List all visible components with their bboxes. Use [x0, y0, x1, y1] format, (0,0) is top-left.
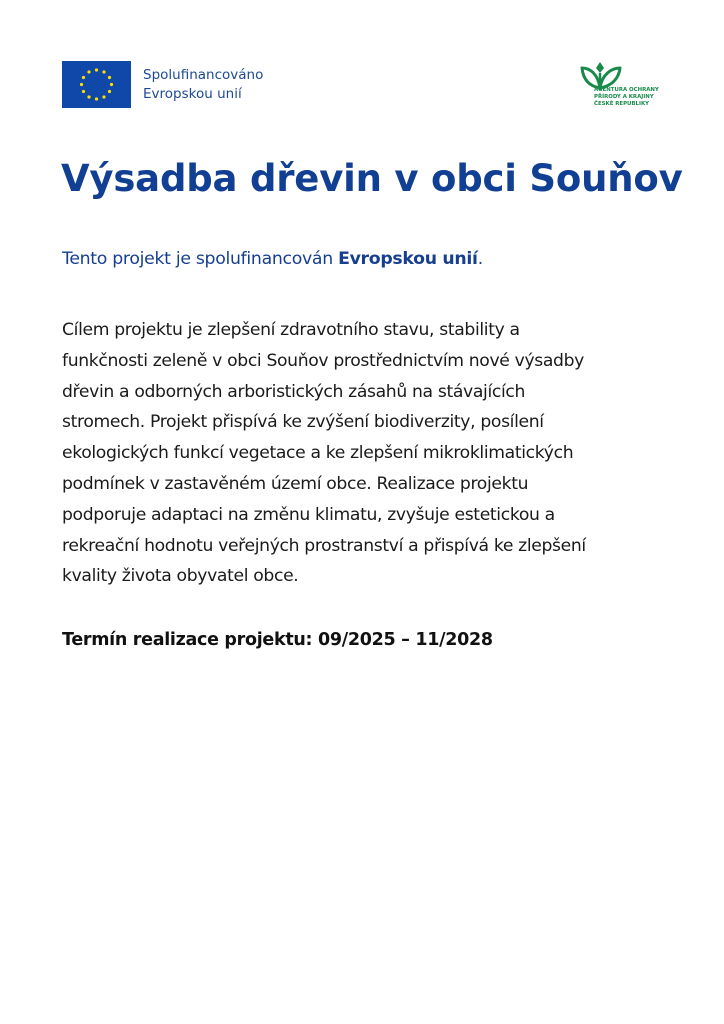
eu-text-line2: Evropskou unií: [143, 85, 242, 102]
project-term: Termín realizace projektu: 09/2025 – 11/2028: [62, 630, 493, 650]
description-line: ekologických funkcí vegetace a ke zlepšení mikroklimatických: [62, 443, 574, 464]
eu-cofunded-logo: [62, 61, 263, 108]
header: [0, 0, 724, 130]
aopk-leaf-icon: [580, 60, 622, 90]
page-title: Výsadba dřevin v obci Souňov: [61, 157, 683, 200]
funding-statement: [62, 249, 483, 269]
aopk-logo: [578, 60, 673, 115]
description-line: rekreační hodnotu veřejných prostranství a přispívá ke zlepšení: [62, 535, 586, 556]
project-description: [62, 315, 682, 592]
aopk-text-line1: AGENTURA OCHRANY: [594, 87, 659, 93]
description-line: stromech. Projekt přispívá ke zvýšení biodiverzity, posílení: [62, 412, 544, 433]
eu-flag-icon: [62, 61, 131, 108]
aopk-text: [594, 87, 659, 107]
funding-prefix: Tento projekt je spolufinancován: [62, 249, 339, 269]
aopk-text-line3: ČESKÉ REPUBLIKY: [594, 100, 650, 107]
eu-text-line1: Spolufinancováno: [143, 66, 264, 83]
description-line: funkčnosti zeleně v obci Souňov prostřednictvím nové výsadby: [62, 350, 585, 371]
funding-suffix: .: [477, 249, 483, 269]
funding-bold: Evropskou unií: [338, 249, 478, 269]
description-line: Cílem projektu je zlepšení zdravotního stavu, stability a: [62, 320, 520, 340]
description-line: podporuje adaptaci na změnu klimatu, zvyšuje estetickou a: [62, 504, 555, 525]
aopk-text-line2: PŘÍRODY A KRAJINY: [594, 93, 654, 100]
description-line: kvality života obyvatel obce.: [62, 566, 299, 587]
eu-cofunded-text: [143, 66, 263, 104]
description-line: podmínek v zastavěném území obce. Realizace projektu: [62, 473, 529, 494]
description-line: dřevin a odborných arboristických zásahů na stávajících: [62, 381, 526, 402]
